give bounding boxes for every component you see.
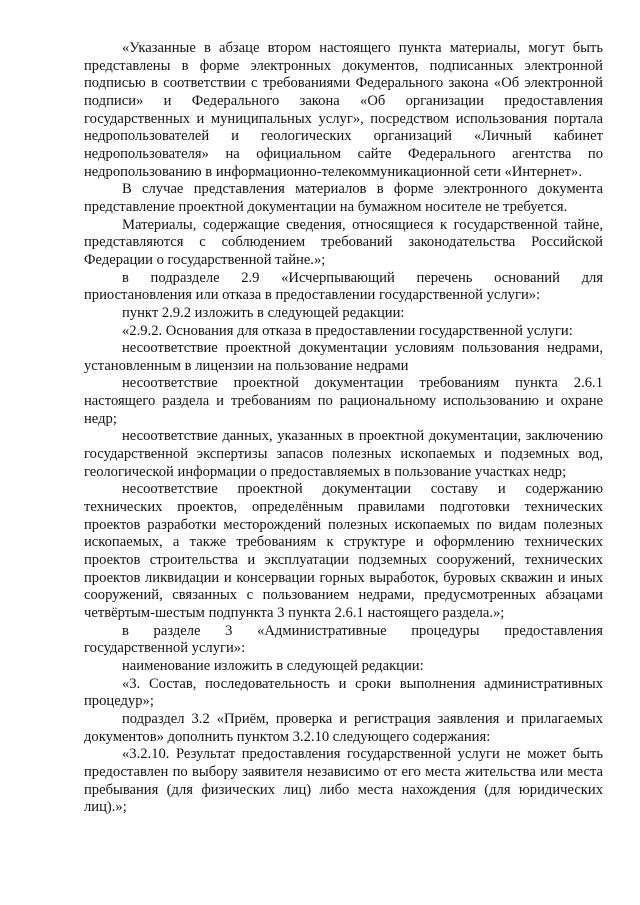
paragraph-item-3-2-10: «3.2.10. Результат предоставления государственной услуги не может быть предоставлен по выбору заявителя независимо от его места жительства или места пребывания (для физических лиц) либо места нахождения (для юридических лиц).»;: [84, 746, 603, 816]
paragraph-refusal-license: несоответствие проектной документации условиям пользования недрами, установленным в лицензии на пользование недрами: [84, 340, 603, 374]
paragraph-state-secret: Материалы, содержащие сведения, относящиеся к государственной тайне, представляются с соблюдением требований законодательства Российской Федерации о государственной тайне.»;: [84, 216, 603, 268]
paragraph-materials-electronic: «Указанные в абзаце втором настоящего пункта материалы, могут быть представлены в форме электронных документов, подписанных электронной подписью в соответствии с требованиями Федерального закона «Об электронной подписи» и Федерального закона «Об организации предоставления государственных и муниципальных услуг», посредством использования портала недропользователей и геологических организаций «Личный кабинет недропользователя» на официальном сайте Федерального агентства по недропользованию в информационно-телекоммуникационной сети «Интернет».: [84, 40, 603, 180]
paragraph-item-2-9-2-intro: пункт 2.9.2 изложить в следующей редакции:: [122, 304, 405, 321]
paragraph-refusal-data: несоответствие данных, указанных в проектной документации, заключению государственной экспертизы запасов полезных ископаемых и подземных вод, геологической информации о предоставляемых в пользование участках недр;: [84, 428, 603, 480]
paragraph-section-3-title: «3. Состав, последовательность и сроки выполнения административных процедур»;: [84, 675, 603, 710]
paragraph-refusal-composition: несоответствие проектной документации составу и содержанию технических проектов, определённым правилами подготовки технических проектов разработки месторождений полезных ископаемых по видам полезных ископаемых, а также требованиям к структуре и оформлению технических проектов строительства и эксплуатации подземных сооружений, технических проектов ликвидации и консервации горных выработок, буровых скважин и иных сооружений, связанных с пользованием недрами, предусмотренных абзацами четвёртым-шестым подпункта 3 пункта 2.6.1 настоящего раздела.»;: [84, 481, 603, 621]
document-page: [84, 40, 603, 817]
paragraph-section-3: в разделе 3 «Административные процедуры предоставления государственной услуги»:: [84, 622, 603, 657]
paragraph-rename-intro: наименование изложить в следующей редакции:: [122, 657, 424, 674]
paragraph-subsection-3-2: подраздел 3.2 «Приём, проверка и регистрация заявления и прилагаемых документов» дополнить пунктом 3.2.10 следующего содержания:: [84, 710, 603, 745]
paragraph-electronic-case: В случае представления материалов в форме электронного документа представление проектной документации на бумажном носителе не требуется.: [84, 181, 603, 215]
paragraph-subsection-2-9: в подразделе 2.9 «Исчерпывающий перечень оснований для приостановления или отказа в предоставлении государственной услуги»:: [84, 269, 603, 304]
paragraph-refusal-requirements: несоответствие проектной документации требованиям пункта 2.6.1 настоящего раздела и требованиям по рациональному использованию и охране недр;: [84, 375, 603, 427]
paragraph-item-2-9-2: «2.9.2. Основания для отказа в предоставлении государственной услуги:: [122, 322, 573, 339]
